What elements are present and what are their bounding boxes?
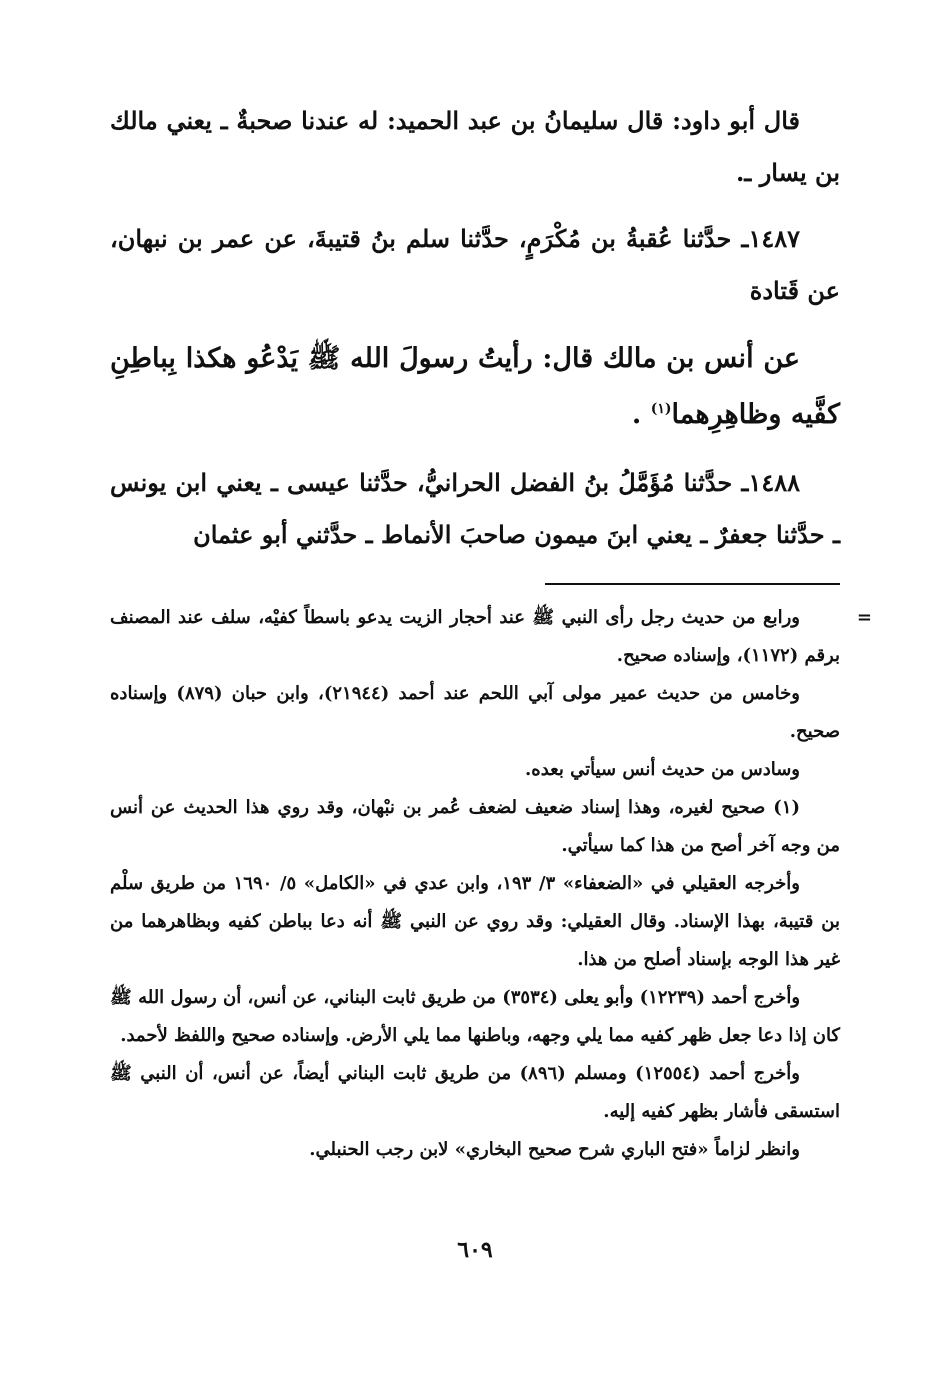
hadith-1487-matn <box>110 331 840 443</box>
footnote-paragraph: وأخرج أحمد (١٢٢٣٩) وأبو يعلى (٣٥٣٤) من طريق ثابت البناني، عن أنس، أن رسول الله ﷺ كان إذا دعا جعل ظهر كفيه مما يلي وجهه، وباطنها مما يلي الأرض. وإسناده صحيح واللفظ لأحمد. <box>110 987 840 1046</box>
footnote-paragraph: وسادس من حديث أنس سيأتي بعده. <box>525 759 800 780</box>
hadith-1487-isnad: ١٤٨٧ـ حدَّثنا عُقبةُ بن مُكْرَمٍ، حدَّثنا سلم بنُ قتيبةَ، عن عمر بن نبهان، عن قَتادة <box>110 224 840 305</box>
hadith-1487-end: . <box>631 399 642 430</box>
hadith-1488-isnad: ١٤٨٨ـ حدَّثنا مُؤَمَّلُ بنُ الفضل الحرانيُّ، حدَّثنا عيسى ـ يعني ابن يونس ـ حدَّثنا جعفرٌ ـ يعني ابنَ ميمون صاحبَ الأنماط ـ حدَّثني أبو عثمان <box>110 468 840 549</box>
footnote-paragraph: وانظر لزاماً «فتح الباري شرح صحيح البخاري» لابن رجب الحنبلي. <box>309 1139 800 1160</box>
hadith-1487-matn-text: عن أنس بن مالك قال: رأيتُ رسولَ الله ﷺ يَدْعُو هكذا بِباطِنِ كفَّيه وظاهِرِهما <box>110 343 840 430</box>
footnotes <box>110 599 872 1169</box>
footnote-paragraph <box>110 599 872 675</box>
footnote-paragraph: وخامس من حديث عمير مولى آبي اللحم عند أحمد (٢١٩٤٤)، وابن حبان (٨٧٩) وإسناده صحيح. <box>110 683 840 742</box>
page-number: ٦٠٩ <box>457 1237 493 1263</box>
main-paragraph-1: قال أبو داود: قال سليمانُ بن عبد الحميد: له عندنا صحبةٌ ـ يعني مالك بن يسار ـ. <box>110 106 840 187</box>
footnote-divider <box>545 583 840 585</box>
main-text <box>110 95 840 561</box>
page-content <box>110 95 872 1169</box>
footnote-paragraph: (١) صحيح لغيره، وهذا إسناد ضعيف لضعف عُمر بن نبْهان، وقد روي هذا الحديث عن أنس من وجه آخر أصح من هذا كما سيأتي. <box>110 797 840 856</box>
footnote-ref: (١) <box>650 401 672 417</box>
footnote-paragraph: وأخرجه العقيلي في «الضعفاء» ٣/ ١٩٣، وابن عدي في «الكامل» ٥/ ١٦٩٠ من طريق سلْم بن قتيبة، بهذا الإسناد. وقال العقيلي: وقد روي عن النبي ﷺ أنه دعا بباطن كفيه وبظاهرهما من غير هذا الوجه بإسناد أصلح من هذا. <box>110 873 840 970</box>
continuation-mark: = <box>856 607 872 628</box>
footnote-text: ورابع من حديث رجل رأى النبي ﷺ عند أحجار الزيت يدعو باسطاً كفيْه، سلف عند المصنف برقم (١١٧٢)، وإسناده صحيح. <box>110 607 840 666</box>
footnote-paragraph: وأخرج أحمد (١٢٥٥٤) ومسلم (٨٩٦) من طريق ثابت البناني أيضاً، عن أنس، أن النبي ﷺ استسقى فأشار بظهر كفيه إليه. <box>110 1063 840 1122</box>
